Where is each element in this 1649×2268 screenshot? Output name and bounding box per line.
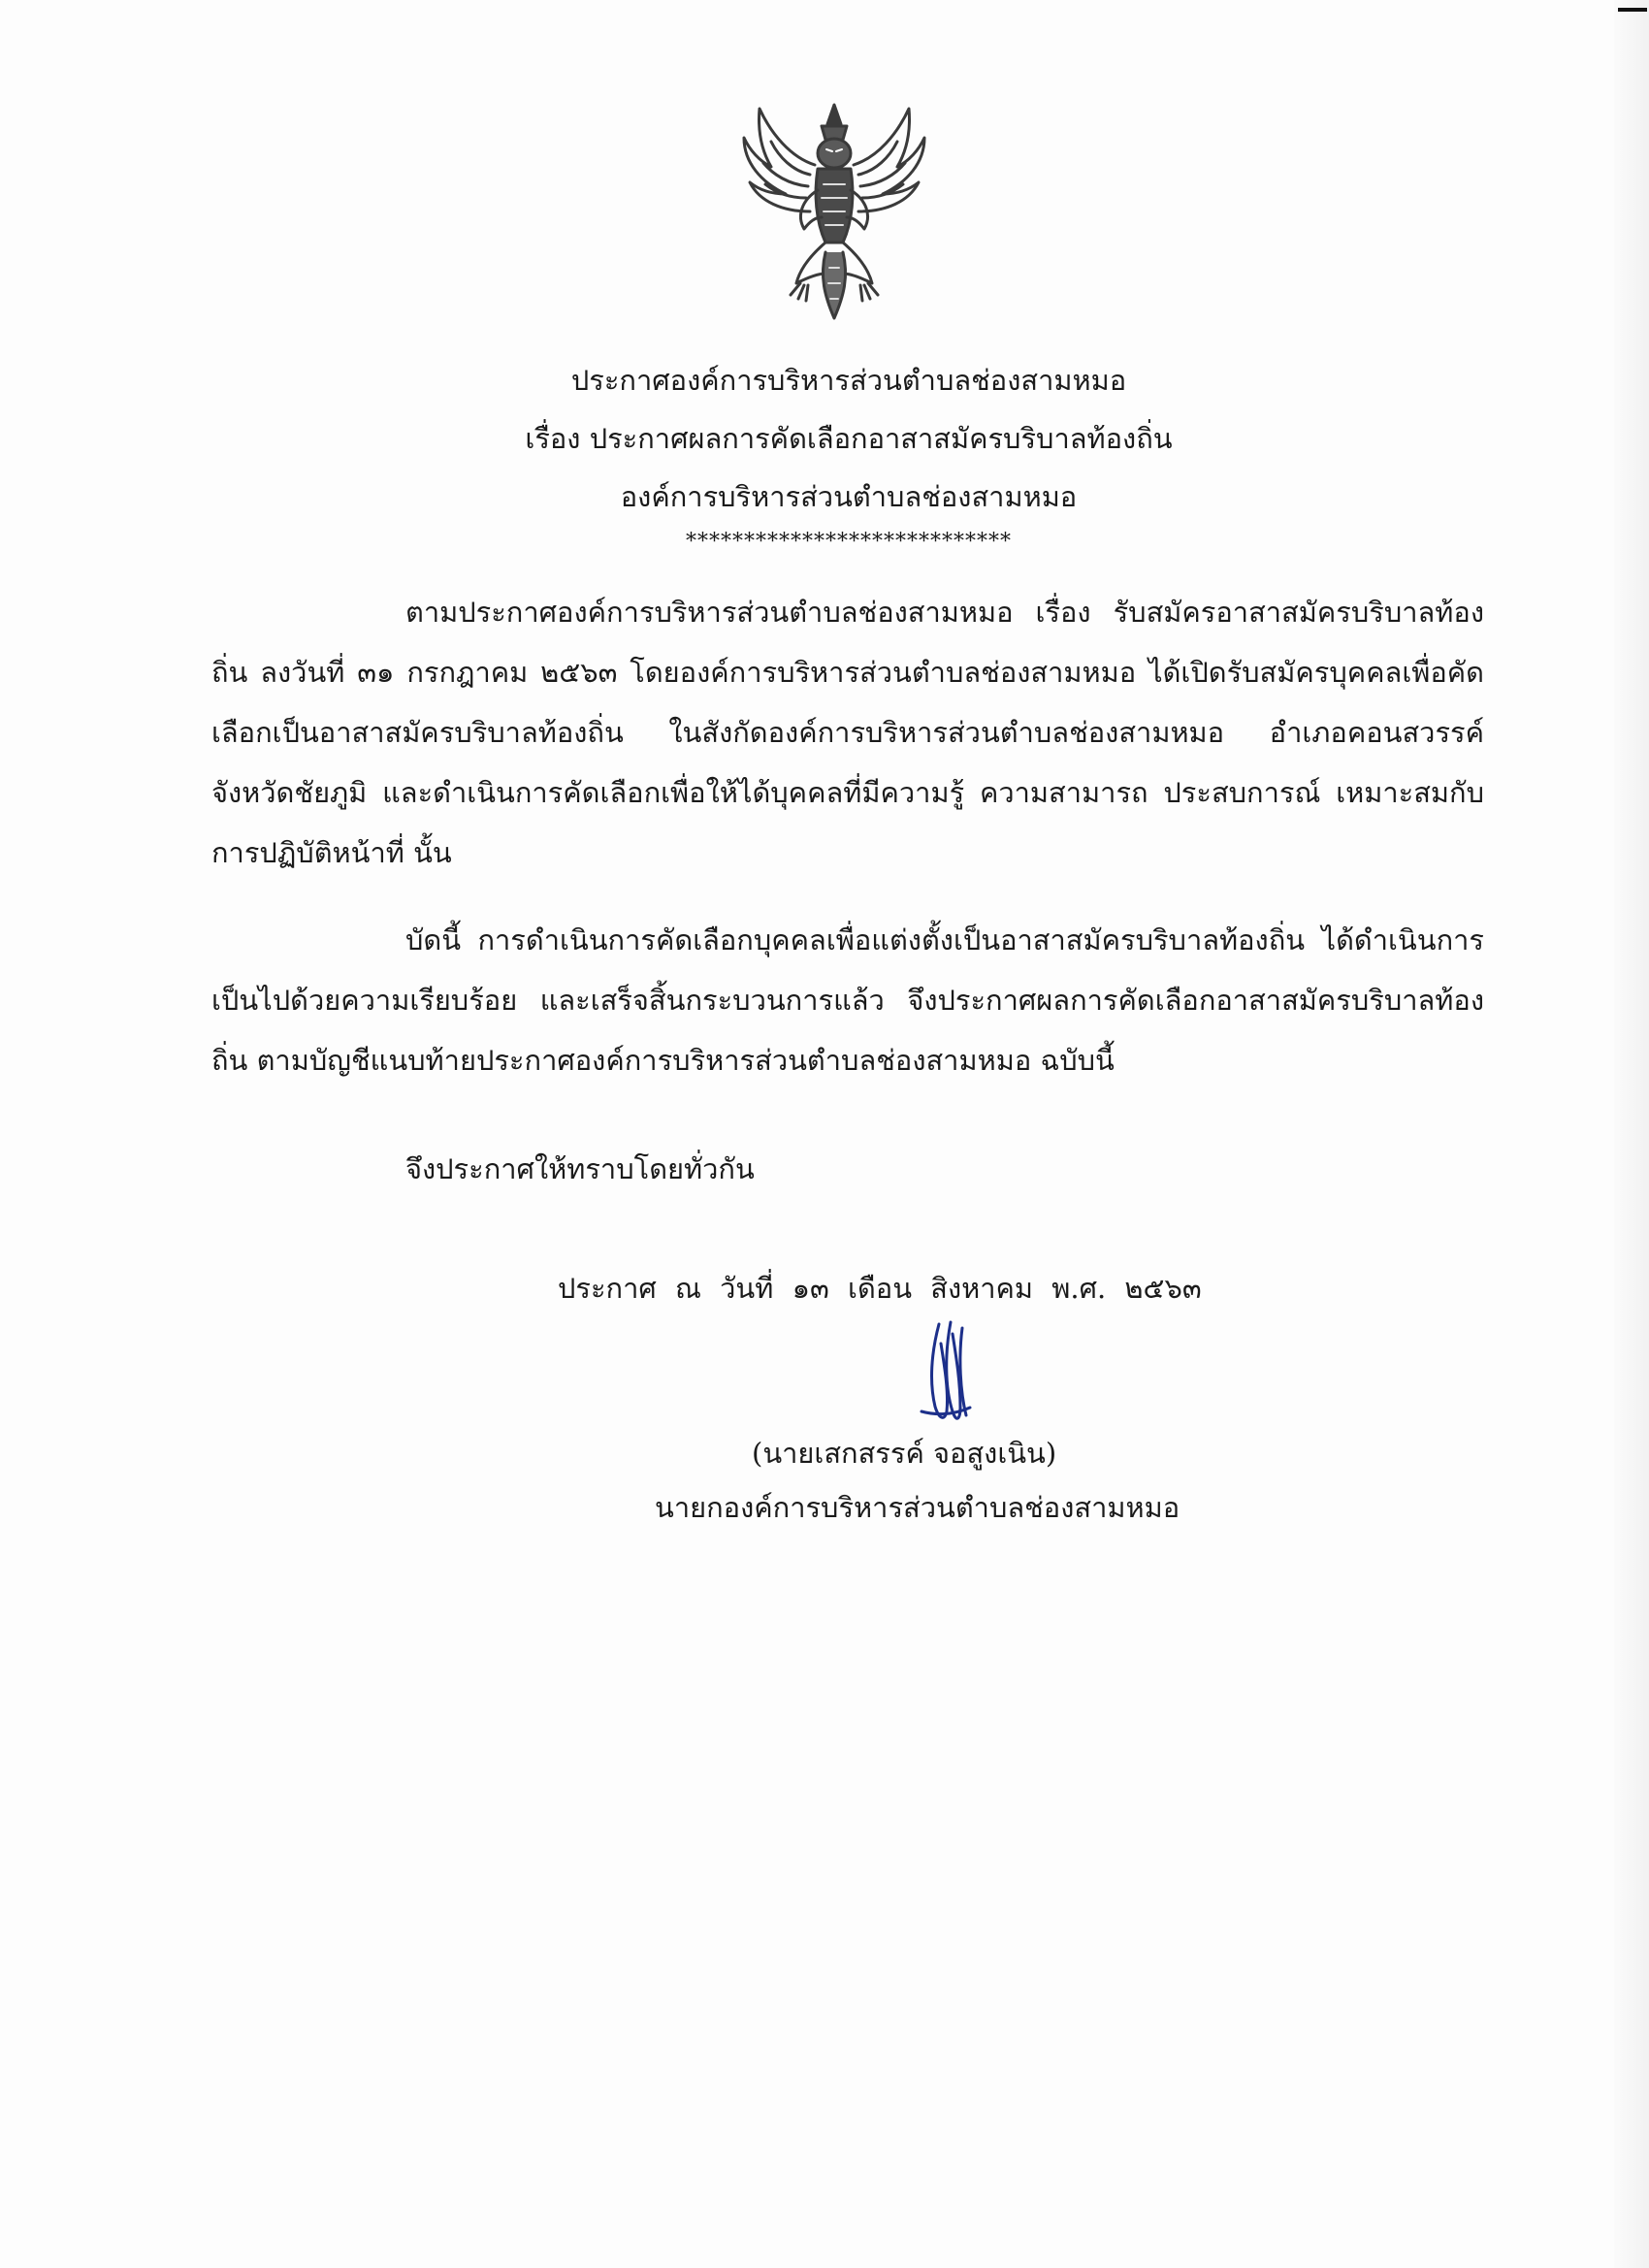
separator-stars: **************************** (686, 530, 1012, 554)
body-paragraph-1: ตามประกาศองค์การบริหารส่วนตำบลช่องสามหมอ เรื่อง รับสมัครอาสาสมัครบริบาลท้องถิ่น ลงวันที่ ๓๑ กรกฎาคม ๒๕๖๓ โดยองค์การบริหารส่วนตำบลช่องสามหมอ ได้เปิดรับสมัครบุคคลเพื่อคัดเลือกเป็นอาสาสมัครบริบาลท้องถิ่น ในสังกัดองค์การบริหารส่วนตำบลช่องสามหมอ อำเภอคอนสวรรค์ จังหวัดชัยภูมิ และดำเนินการคัดเลือกเพื่อให้ได้บุคคลที่มีความรู้ ความสามารถ ประสบการณ์ เหมาะสมกับการปฏิบัติหน้าที่ นั้น (211, 596, 1484, 869)
scan-edge (1614, 0, 1649, 2268)
signature-icon (902, 1314, 980, 1431)
signer-title: นายกองค์การบริหารส่วนตำบลช่องสามหมอ (655, 1491, 1180, 1524)
title-line-1: ประกาศองค์การบริหารส่วนตำบลช่องสามหมอ (570, 364, 1127, 397)
title-line-3: องค์การบริหารส่วนตำบลช่องสามหมอ (620, 480, 1078, 513)
announcement-title (291, 351, 1406, 559)
announcement-date: ประกาศ ณ วันที่ ๑๓ เดือน สิงหาคม พ.ศ. ๒๕๖๓ (558, 1272, 1202, 1305)
body-paragraph-2: บัดนี้ การดำเนินการคัดเลือกบุคคลเพื่อแต่งตั้งเป็นอาสาสมัครบริบาลท้องถิ่น ได้ดำเนินการเป็นไปด้วยความเรียบร้อย และเสร็จสิ้นกระบวนการแล้ว จึงประกาศผลการคัดเลือกอาสาสมัครบริบาลท้องถิ่น ตามบัญชีแนบท้ายประกาศองค์การบริหารส่วนตำบลช่องสามหมอ ฉบับนี้ (211, 923, 1484, 1077)
closing-statement: จึงประกาศให้ทราบโดยทั่วกัน (405, 1152, 755, 1185)
signer-name: (นายเสกสรรค์ จอสูงเนิน) (752, 1437, 1057, 1470)
title-line-2: เรื่อง ประกาศผลการคัดเลือกอาสาสมัครบริบาลท้องถิ่น (525, 422, 1173, 455)
scan-mark (1618, 8, 1647, 12)
announcement-body (211, 582, 1484, 1118)
garuda-emblem-icon (732, 97, 936, 325)
